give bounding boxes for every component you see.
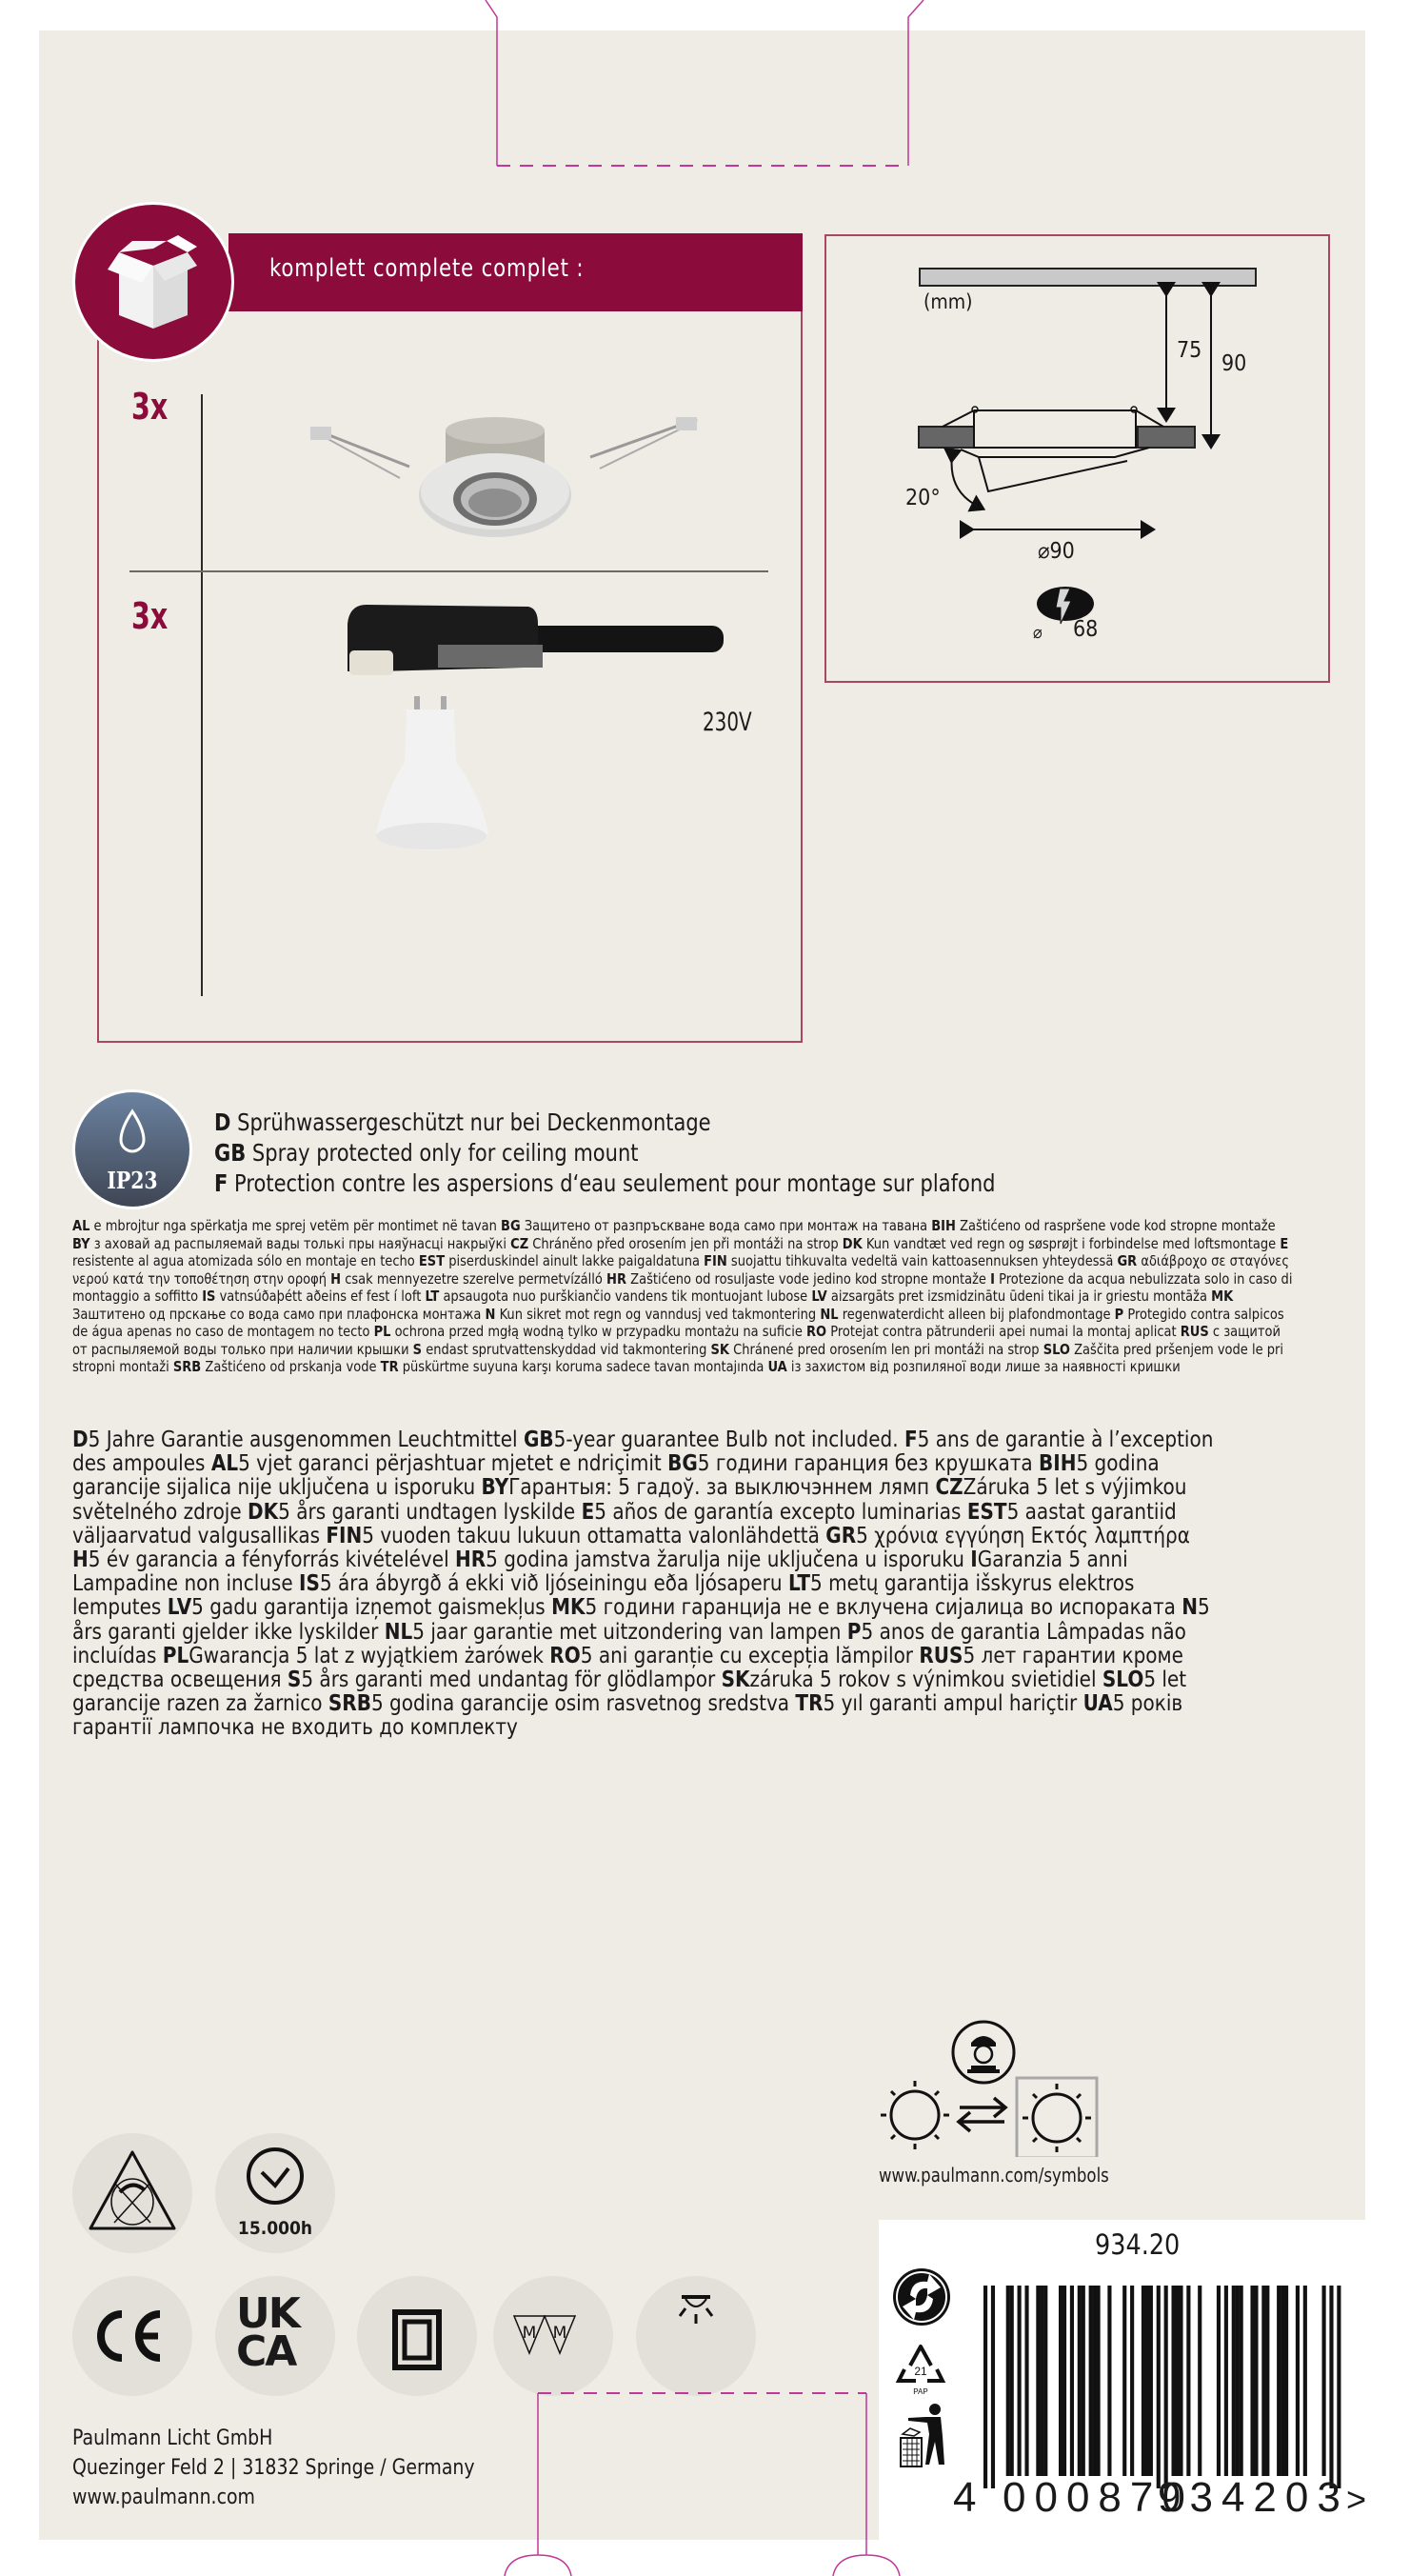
language-code: E: [1280, 1234, 1289, 1252]
language-code: D: [72, 1428, 89, 1452]
language-code: RO: [549, 1643, 581, 1668]
language-code: P: [1114, 1305, 1124, 1323]
ean-right-group: 934203: [1158, 2474, 1349, 2521]
language-text: Kun vandtæt ved regn og søsprøjt i forbindelse med loftsmontage: [862, 1234, 1281, 1252]
symbol-no-insulation-cover: [72, 2133, 192, 2253]
pap21-recycling-icon: [899, 2346, 943, 2396]
item-1-quantity: 3x: [131, 386, 169, 428]
ean13-barcode: [983, 2286, 1364, 2490]
language-code: LT: [787, 1571, 811, 1597]
language-text: resistente al agua atomizada sólo en montaje en techo: [72, 1252, 419, 1269]
language-code: RUS: [919, 1643, 963, 1668]
language-text: 5 metų garantija išskyrus elektros lemputes: [72, 1571, 1135, 1621]
language-text: Kun sikret mot regn og vanndusj ved takmontering: [495, 1305, 821, 1323]
recycling-icons: [891, 2266, 958, 2495]
ean-left-group: 000870: [1003, 2474, 1194, 2521]
language-text: 5 év garancia a fényforrás kivételével: [88, 1548, 456, 1573]
article-number: 934.20: [1095, 2228, 1181, 2261]
language-code: EST: [418, 1252, 446, 1269]
language-text: Zaščita pred pršenjem vode le pri stropni montaži: [72, 1340, 1284, 1375]
sun-boxed-icon: [1023, 2084, 1091, 2152]
language-code: GB: [523, 1428, 554, 1452]
mm-furniture-mount-icon: [493, 2276, 613, 2396]
language-code: H: [330, 1269, 342, 1288]
language-code: SLO: [1043, 1340, 1070, 1358]
language-text: apsaugota nuo purškiančio vandens tik montuojant lubose: [439, 1288, 812, 1305]
dimension-diameter: ⌀90: [1038, 539, 1075, 564]
language-code: DK: [842, 1234, 863, 1252]
language-text: 5 ára ábyrgð á ekki við ljóseiningu eða ljósaperu: [319, 1571, 788, 1597]
language-text: 5 aastat garantiid väljaarvatud valgusallikas: [72, 1499, 1177, 1548]
language-code: CZ: [510, 1234, 529, 1252]
language-text: piserduskindel ainult lakke paigaldatuna: [445, 1252, 705, 1269]
language-code: UA: [767, 1358, 787, 1375]
language-text: Garanzia 5 anni Lampadine non incluse: [72, 1548, 1128, 1597]
symbol-lifetime: [215, 2133, 335, 2253]
language-code: UA: [1082, 1691, 1113, 1717]
language-code: TR: [795, 1691, 824, 1717]
language-code: BY: [72, 1234, 90, 1252]
electrician-wrench-icon: [953, 2022, 1014, 2083]
svg-text:M: M: [522, 2324, 537, 2343]
protection-line-de: D Sprühwassergeschützt nur bei Deckenmontage: [214, 1108, 711, 1136]
item-2-quantity: 3x: [131, 595, 169, 637]
language-code: SK: [710, 1340, 730, 1358]
language-text: Заштитено од прскање со вода само при плафонска монтажа: [72, 1305, 486, 1323]
service-symbols: [876, 2014, 1104, 2157]
open-box-icon: [75, 205, 231, 359]
language-code: P: [846, 1619, 862, 1645]
language-code: HR: [455, 1548, 487, 1573]
language-code: SRB: [328, 1691, 371, 1717]
language-code: AL: [210, 1451, 239, 1477]
language-text: 5 години гаранција не е вклучена сијалица во испораката: [585, 1595, 1182, 1621]
language-code: LT: [425, 1288, 440, 1305]
language-code: IS: [202, 1288, 216, 1305]
language-text: 5 anos de garantia Lâmpadas não incluídas: [72, 1619, 1186, 1668]
green-dot-icon: [893, 2268, 950, 2326]
hang-tab-die-cut: [476, 0, 933, 171]
protection-class-ii-icon: [357, 2276, 477, 2396]
language-code: I: [990, 1269, 995, 1288]
language-code: HR: [606, 1269, 627, 1288]
language-text: 5 godina garancije sijalica nije uključena u isporuku: [72, 1451, 1160, 1501]
language-text: 5 χρόνια εγγύηση Εκτός λαμπτήρα: [856, 1523, 1190, 1548]
language-text: 5 jaar garantie met uitzondering van lampen: [412, 1619, 847, 1645]
language-code: SK: [721, 1667, 750, 1693]
contents-divider-horizontal: [129, 570, 768, 572]
protection-translations: [72, 1217, 1296, 1376]
language-code: TR: [380, 1358, 399, 1375]
language-code: BG: [667, 1451, 698, 1477]
language-code: FIN: [704, 1252, 727, 1269]
language-code: GR: [1117, 1252, 1138, 1269]
contents-title: komplett complete complet :: [269, 254, 585, 283]
language-code: BG: [501, 1217, 521, 1234]
language-text: 5 лет гарантии кроме средства освещения: [72, 1643, 1183, 1693]
language-text: Chráněno před orosením jen při montáži na strop: [528, 1234, 843, 1252]
language-text: 5 ans de garantie à l’exception des ampoules: [72, 1428, 1214, 1477]
language-text: 5 let garancije razen za žarnico: [72, 1667, 1187, 1717]
ce-mark-icon: [72, 2276, 192, 2396]
language-code: SLO: [1102, 1667, 1144, 1693]
cutout-diameter: 68: [1073, 617, 1099, 642]
language-text: 5 års garanti gjelder ikke lyskilder: [72, 1595, 1210, 1645]
language-text: endast sprutvattenskyddad vid takmontering: [422, 1340, 711, 1358]
tidyman-icon: [901, 2404, 944, 2466]
language-text: 5 års garanti med undantag för glödlampor: [301, 1667, 722, 1693]
language-text: 5 ani garanție cu excepția lămpilor: [580, 1643, 920, 1668]
language-code: S: [287, 1667, 302, 1693]
svg-text:PAP: PAP: [913, 2387, 928, 2396]
language-text: ochrona przed mgłą wodną tylko w przypadku montażu na suficie: [390, 1323, 807, 1340]
language-text: Zaštićeno od rosuljaste vode jedino kod stropne montaže: [626, 1269, 991, 1288]
language-text: csak mennyezetre szerelve permetvízálló: [341, 1269, 607, 1288]
svg-text:M: M: [552, 2324, 567, 2343]
language-text: Protegido contra salpicos de água apenas no caso de montagem no tecto: [72, 1305, 1284, 1340]
water-drop-icon: [113, 1108, 151, 1159]
symbol-mm-mark: [493, 2276, 613, 2396]
language-code: GR: [825, 1523, 857, 1548]
language-text: Zaštićeno od prskanja vode: [201, 1358, 381, 1375]
language-text: 5-year guarantee Bulb not included.: [553, 1428, 904, 1452]
symbol-protection-class-ii: [357, 2276, 477, 2396]
language-code: SRB: [172, 1358, 202, 1375]
language-code: N: [485, 1305, 496, 1323]
company-address: Quezinger Feld 2 | 31832 Springe / Germany: [72, 2456, 475, 2480]
symbol-ce: [72, 2276, 192, 2396]
language-text: Protejat contra pătrunderii apei numai la montaj aplicat: [826, 1323, 1181, 1340]
language-code: EST: [966, 1499, 1007, 1525]
language-code: RO: [806, 1323, 827, 1340]
bottom-die-cut: [495, 2386, 914, 2576]
ip-rating-label: IP23: [107, 1167, 158, 1194]
language-text: aizsargāts pret izsmidzinātu ūdeni tikai ja ir griestu montāža: [826, 1288, 1212, 1305]
language-code: BY: [481, 1475, 509, 1501]
swap-arrows-icon: [959, 2098, 1005, 2131]
dimension-drawing: [824, 234, 1330, 683]
language-text: záruka 5 rokov s výnimkou svietidiel: [749, 1667, 1102, 1693]
ip-rating-badge: [72, 1089, 192, 1209]
company-website[interactable]: www.paulmann.com: [72, 2486, 255, 2509]
language-text: Zaštićeno od raspršene vode kod stropne montaže: [955, 1217, 1276, 1234]
symbol-ceiling-light: [636, 2276, 756, 2396]
language-text: regenwaterdicht alleen bij plafondmontage: [838, 1305, 1115, 1323]
language-text: с защитой от распыляемой воды только при наличии крышки: [72, 1323, 1281, 1358]
language-code: S: [412, 1340, 423, 1358]
language-code: E: [581, 1499, 595, 1525]
language-text: 5 років гарантії лампочка не входить до комплекту: [72, 1691, 1183, 1741]
lifetime-hours: 15.000h: [237, 2218, 313, 2239]
language-code: RUS: [1180, 1323, 1209, 1340]
contents-divider-vertical: [201, 394, 203, 996]
language-code: N: [1182, 1595, 1198, 1621]
language-text: Gwarancja 5 lat z wyjątkiem żarówek: [189, 1643, 550, 1668]
language-text: suojattu tihkuvalta vedeltä vain kattoasennuksen yhteydessä: [726, 1252, 1118, 1269]
language-code: PL: [373, 1323, 391, 1340]
sun-icon: [881, 2081, 949, 2149]
language-code: LV: [167, 1595, 192, 1621]
dimension-tilt-angle: 20°: [905, 486, 941, 510]
language-text: 5 години гаранция без крушката: [697, 1451, 1039, 1477]
language-code: BIH: [1038, 1451, 1077, 1477]
language-text: vatnsúðaþétt aðeins ef fest í loft: [215, 1288, 426, 1305]
ukca-mark-icon: UK CA: [236, 2289, 299, 2376]
contents-badge: [72, 202, 234, 362]
language-text: Protezione da acqua nebulizzata solo in caso di montaggio a soffitto: [72, 1269, 1293, 1305]
warranty-text: [72, 1428, 1223, 1741]
language-code: PL: [162, 1643, 189, 1668]
language-text: 5 vuoden takuu lukuun ottamatta valonlähdettä: [362, 1523, 826, 1548]
language-code: DK: [248, 1499, 279, 1525]
language-text: e mbrojtur nga spërkatja me sprej vetëm për montimet në tavan: [89, 1217, 502, 1234]
cutout-diameter-symbol: ⌀: [1033, 623, 1043, 643]
protection-line-gb: GB Spray protected only for ceiling mount: [214, 1139, 639, 1167]
language-text: Защитено от разпръскване вода само при монтаж на тавана: [520, 1217, 932, 1234]
company-name: Paulmann Licht GmbH: [72, 2426, 273, 2450]
language-text: 5 yıl garanti ampul hariçtir: [823, 1691, 1083, 1717]
language-text: 5 godina garancije osim rasvetnog sredstva: [370, 1691, 796, 1717]
language-code: MK: [1211, 1288, 1234, 1305]
language-code: F: [904, 1428, 918, 1452]
language-code: NL: [820, 1305, 839, 1323]
language-code: CZ: [935, 1475, 963, 1501]
language-code: MK: [551, 1595, 586, 1621]
language-text: 5 Jahre Garantie ausgenommen Leuchtmittel: [88, 1428, 524, 1452]
downlight-product-image: [305, 400, 705, 543]
ean-quiet-zone-marker: >: [1346, 2480, 1376, 2519]
sun-boxed-frame: [1017, 2078, 1097, 2157]
language-text: püskürtme suyuna karşı koruma sadece tavan montajında: [398, 1358, 768, 1375]
language-code: I: [970, 1548, 978, 1573]
no-insulation-cover-icon: [72, 2133, 192, 2253]
symbols-url[interactable]: www.paulmann.com/symbols: [879, 2164, 1109, 2187]
dimension-unit: (mm): [923, 290, 973, 313]
language-text: із захистом від розпиляної води лише за наявності кришки: [786, 1358, 1181, 1375]
language-code: NL: [384, 1619, 413, 1645]
language-code: H: [72, 1548, 89, 1573]
language-text: αδιάβροχο σε σταγόνες νερού κατά την τοποθέτηση στην οροφή: [72, 1252, 1289, 1288]
ean-first-digit: 4: [953, 2474, 985, 2521]
language-text: 5 års garanti undtagen lyskilde: [278, 1499, 582, 1525]
language-text: Гарантыя: 5 гадоў. за выключэннем лямп: [508, 1475, 936, 1501]
language-text: 5 años de garantía excepto luminarias: [594, 1499, 967, 1525]
language-text: 5 vjet garanci përjashtuar mjetet e ndriçimit: [238, 1451, 668, 1477]
gu10-socket-and-bulb-image: [338, 605, 728, 862]
svg-text:21: 21: [914, 2365, 927, 2378]
symbol-ukca: [215, 2276, 335, 2396]
language-text: Chránené pred orosením len pri montáži na strop: [729, 1340, 1043, 1358]
language-code: IS: [299, 1571, 320, 1597]
language-text: Záruka 5 let s výjimkou světelného zdroje: [72, 1475, 1187, 1525]
language-code: BIH: [931, 1217, 956, 1234]
language-code: LV: [811, 1288, 827, 1305]
protection-line-fr: F Protection contre les aspersions d‘eau seulement pour montage sur plafond: [214, 1169, 996, 1197]
ceiling-light-icon: [636, 2276, 756, 2396]
voltage-label: 230V: [703, 708, 752, 737]
language-code: FIN: [326, 1523, 363, 1548]
language-text: 5 gadu garantija izņemot gaismekļus: [191, 1595, 552, 1621]
language-code: AL: [72, 1217, 90, 1234]
dimension-recess-depth: 75: [1177, 338, 1202, 363]
language-text: з аховай ад распыляемай вады толькі пры наяўнасці накрыўкі: [89, 1234, 511, 1252]
clock-icon: [215, 2133, 335, 2219]
dimension-total-height: 90: [1221, 351, 1247, 376]
language-text: 5 godina jamstva žarulja nije uključena u isporuku: [486, 1548, 971, 1573]
